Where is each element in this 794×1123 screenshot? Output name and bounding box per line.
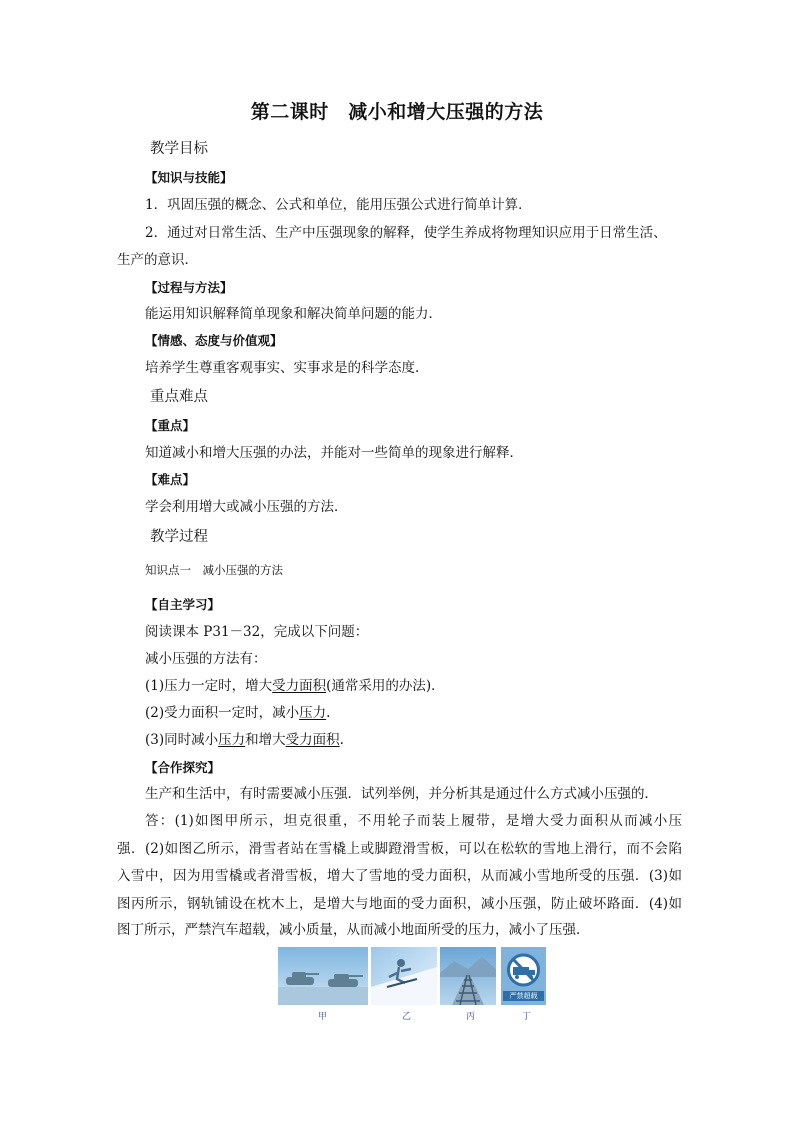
method-3-answer-2: 受力面积 xyxy=(285,732,340,748)
answer-line-2: 强．(2)如图乙所示，滑雪者站在雪橇上或脚蹬滑雪板，可以在松软的雪地上滑行，而不会陷 xyxy=(117,841,682,857)
answer-line-1: 答：(1)如图甲所示，坦克很重，不用轮子而装上履带，是增大受力面积从而减小压 xyxy=(145,813,682,829)
method-3-mid: 和增大 xyxy=(245,732,286,748)
method-2-text: (2)受力面积一定时，减小 xyxy=(145,705,300,721)
process-heading: 教学过程 xyxy=(150,529,208,545)
goal-item-2-line-1: 2．通过对日常生活、生产中压强现象的解释，使学生养成将物理知识应用于日常生活、 xyxy=(145,225,667,241)
methods-intro: 减小压强的方法有： xyxy=(145,651,267,667)
caption-jia: 甲 xyxy=(318,1012,328,1022)
method-1-text: (1)压力一定时，增大 xyxy=(145,678,273,694)
caption-bing: 丙 xyxy=(466,1012,476,1022)
method-2-answer: 压力 xyxy=(299,705,327,721)
answer-line-3: 入雪中，因为用雪橇或者滑雪板，增大了雪地的受力面积，从而减小雪地所受的压强．(3)如 xyxy=(117,868,682,884)
page-title: 第二课时 减小和增大压强的方法 xyxy=(250,101,544,123)
figure-strip xyxy=(278,947,546,1005)
cooperation-label: 【合作探究】 xyxy=(145,760,221,775)
difficult-label: 【难点】 xyxy=(145,472,196,487)
no-overload-sign-image xyxy=(501,947,546,1005)
method-2 xyxy=(145,703,682,723)
goal-item-2-line-2: 生产的意识． xyxy=(117,252,198,268)
cooperation-question: 生产和生活中，有时需要减小压强．试列举例，并分析其是通过什么方式减小压强的． xyxy=(145,786,658,802)
process-method-label: 【过程与方法】 xyxy=(145,280,233,295)
focus-text: 知道减小和增大压强的办法，并能对一些简单的现象进行解释． xyxy=(145,445,523,461)
goals-heading: 教学目标 xyxy=(150,141,208,157)
emotion-text: 培养学生尊重客观事实、实事求是的科学态度. xyxy=(145,360,420,376)
tank-image xyxy=(278,947,368,1005)
self-study-label: 【自主学习】 xyxy=(145,597,221,612)
railway-image xyxy=(440,947,496,1005)
process-method-text: 能运用知识解释简单现象和解决简单问题的能力． xyxy=(145,306,442,322)
method-1 xyxy=(145,676,682,696)
caption-ding: 丁 xyxy=(522,1012,532,1022)
method-1-answer: 受力面积 xyxy=(272,678,327,694)
goal-item-1: 1．巩固压强的概念、公式和单位，能用压强公式进行简单计算． xyxy=(145,197,532,213)
answer-line-5: 图丁所示，严禁汽车超载，减小质量，从而减小地面所受的压力，减小了压强． xyxy=(117,922,590,938)
difficult-text: 学会利用增大或减小压强的方法． xyxy=(145,499,348,515)
method-3-answer-1: 压力 xyxy=(218,732,246,748)
method-3-text: (3)同时减小 xyxy=(145,732,219,748)
emotion-label: 【情感、态度与价值观】 xyxy=(145,333,283,348)
caption-yi: 乙 xyxy=(402,1012,412,1022)
reading-instruction: 阅读课本 P31－32，完成以下问题： xyxy=(145,624,369,640)
knowledge-label: 【知识与技能】 xyxy=(145,170,233,185)
keys-heading: 重点难点 xyxy=(150,389,208,405)
focus-label: 【重点】 xyxy=(145,418,196,433)
method-2-end: . xyxy=(326,705,331,721)
no-overload-sign-text: 严禁超载 xyxy=(509,992,538,1000)
method-1-note: (通常采用的办法)． xyxy=(326,678,445,694)
answer-line-4: 图丙所示，钢轨铺设在枕木上，是增大与地面的受力面积，减小压强，防止破坏路面．(4)如 xyxy=(117,896,682,912)
method-3-end: . xyxy=(339,732,344,748)
skier-image xyxy=(371,947,437,1005)
knowledge-point-1: 知识点一 减小压强的方法 xyxy=(145,563,283,577)
method-3 xyxy=(145,730,682,750)
